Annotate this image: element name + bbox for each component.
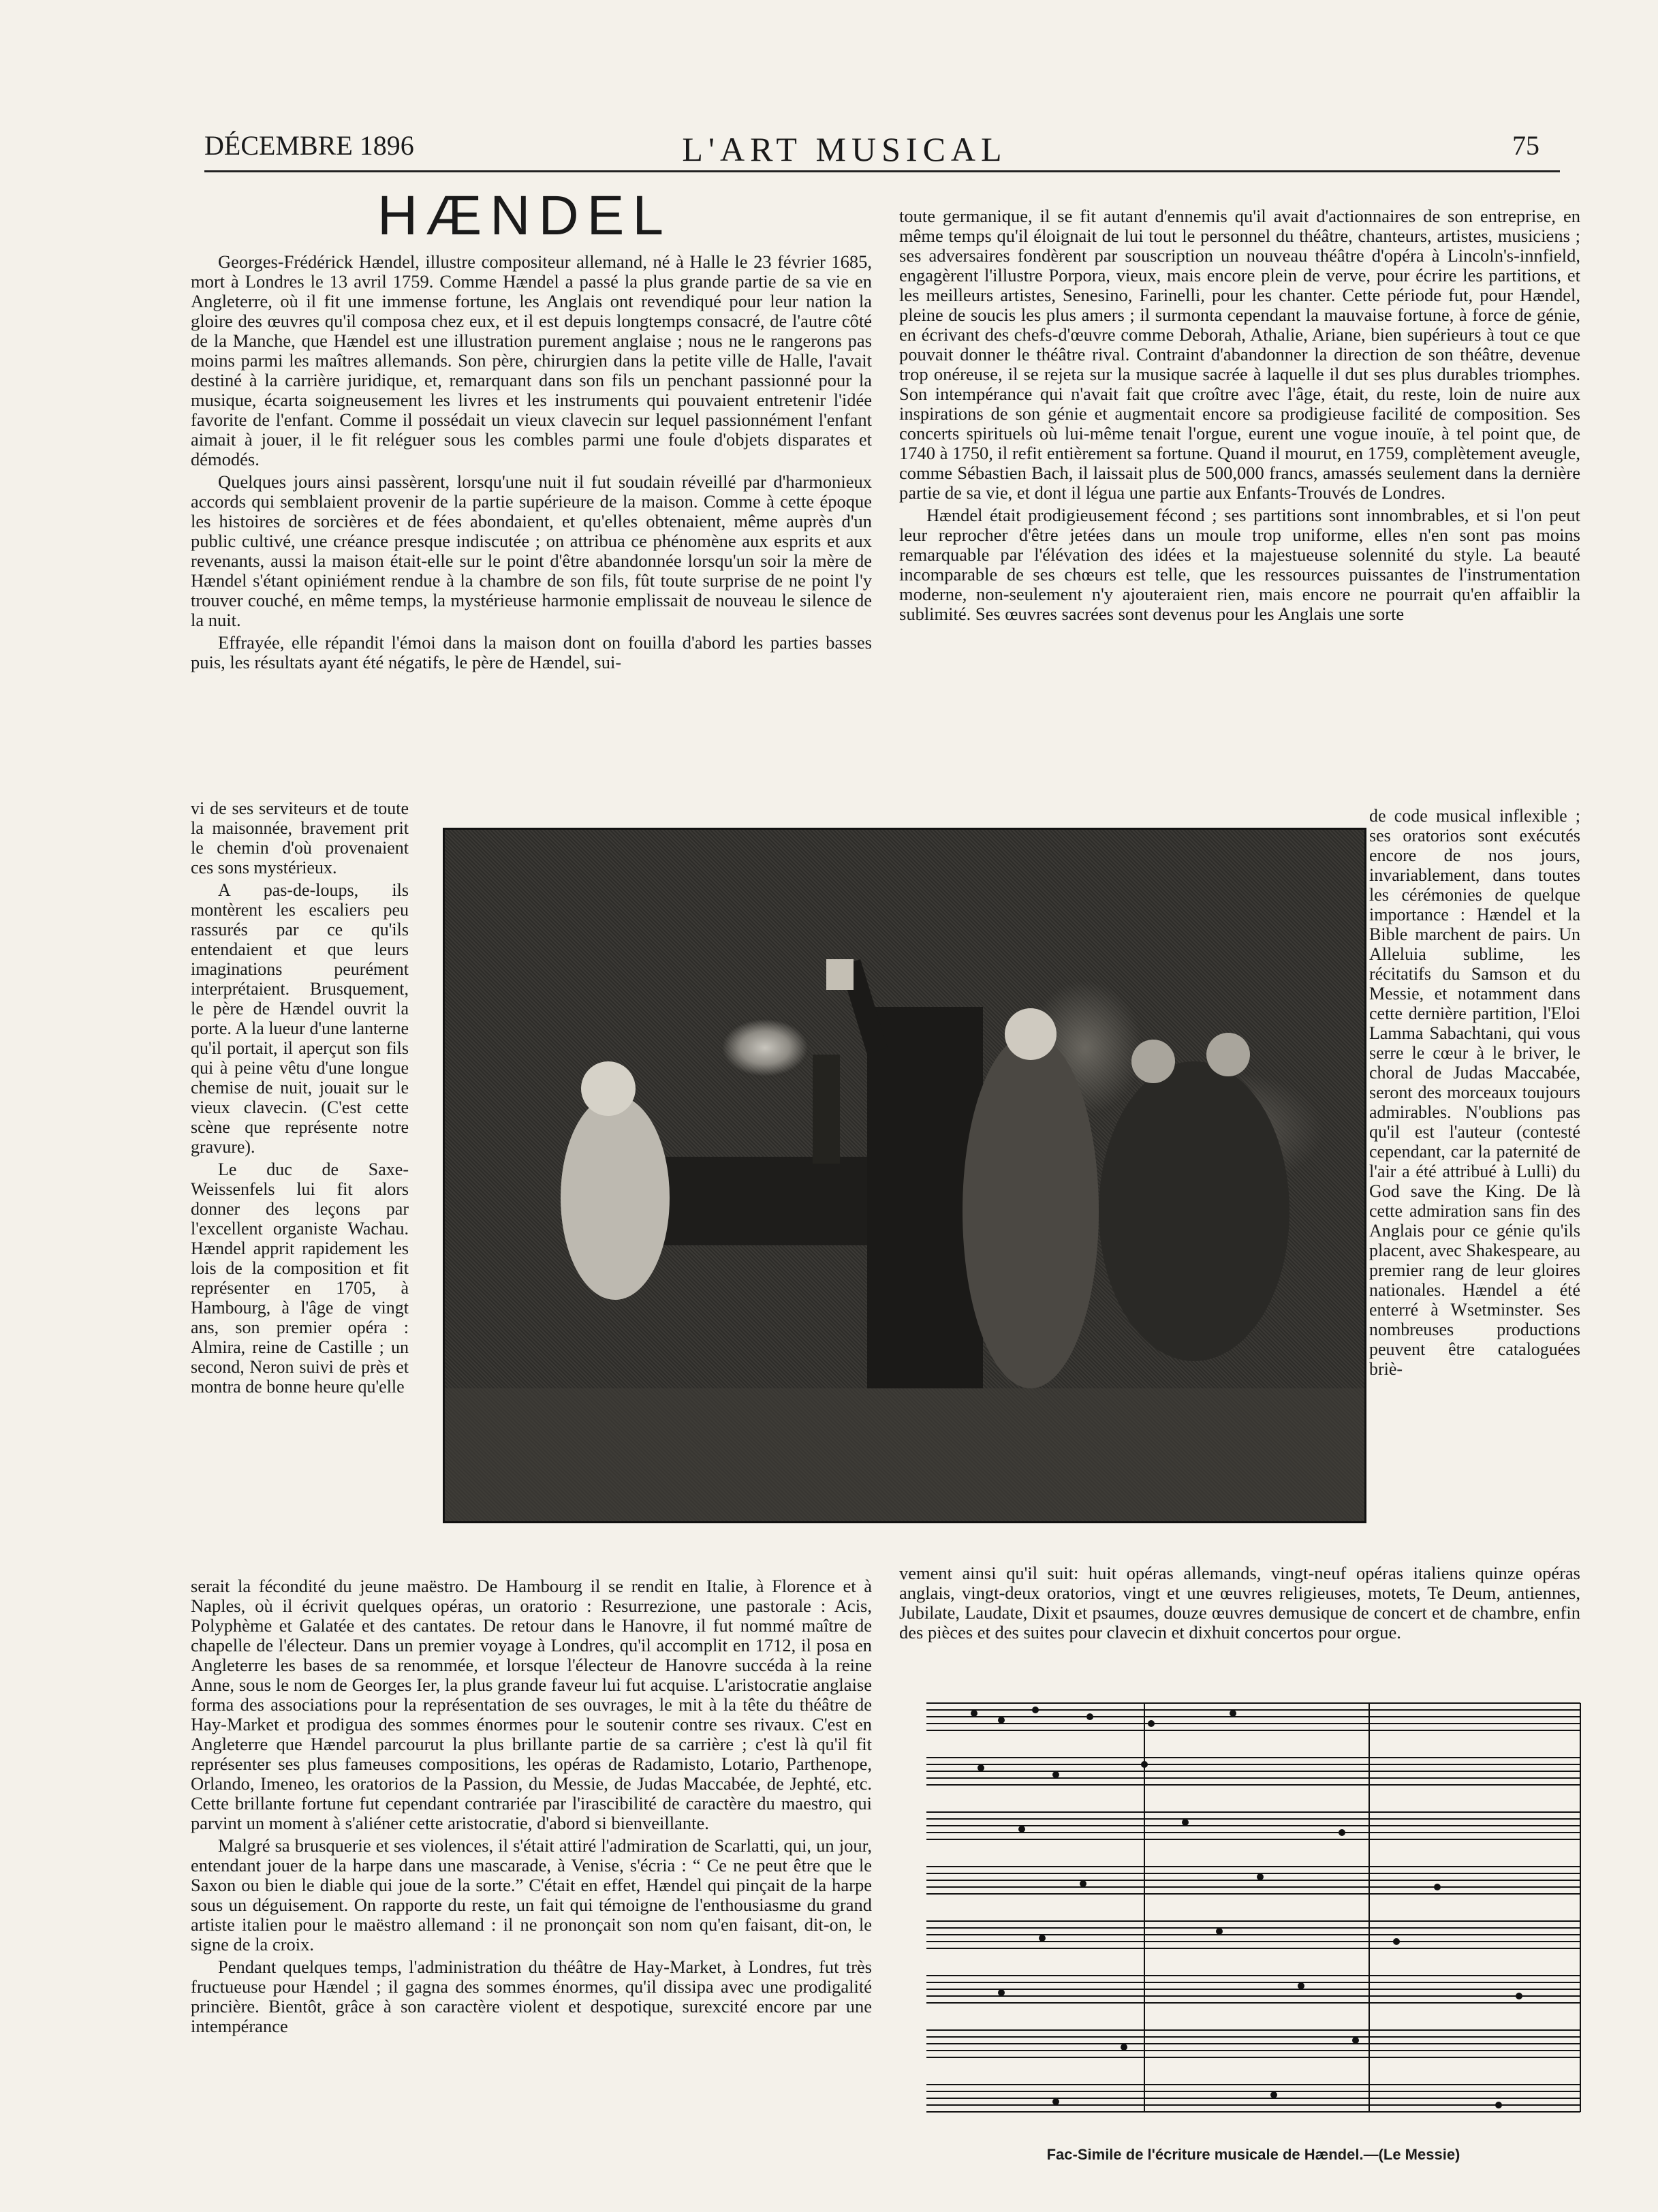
right-column-narrow xyxy=(1369,806,1580,1563)
lantern xyxy=(826,959,854,990)
paragraph: Quelques jours ainsi passèrent, lorsqu'une nuit il fut soudain réveillé par d'harmonieux accords qui semblaient provenir de la partie supérieure de la maison. Comme à cette époque les histoires de sorcières et de fées abondaient, et qu'elles obtenaient, même auprès d'un public cultivé, une créance presque indiscutée ; on attribua ce phénomène aux esprits et aux revenants, aussi la maison était-elle sur le point d'être abandonnée lorsqu'un soir la mère de Hændel s'étant opiniément rendue à la chambre de son fils, fût toute surprise de ne point l'y trouver couché, en même temps, la mystérieuse harmonie emplissait de nouveau le silence de la nuit. xyxy=(191,471,872,630)
mother-head xyxy=(1005,1008,1057,1060)
left-column-top xyxy=(191,252,872,798)
paragraph: de code musical inflexible ; ses oratorios sont exécutés encore de nos jours, invariablement, dans toutes les cérémonies de quelque importance : Hændel et la Bible marchent de pairs. Un Alleluia sublime, les récitatifs du Samson et du Messie, et notamment dans cette dernière partition, l'Eloi Lamma Sabachtani, qui vous serre le cœur à le briver, le choral de Judas Maccabée, seront des morceaux toujours admirables. N'oublions pas qu'il est l'auteur (contesté cependant, car la paternité de l'air a été attribué à Lulli) du God save the King. De là cette admiration sans fin des Anglais pour ce génie qu'ils placent, avec Shakespeare, au premier rang de leur gloires nationales. Hændel a été enterré à Wsetminster. Ses nombreuses productions peuvent être cataloguées briè- xyxy=(1369,806,1580,1379)
child-head xyxy=(581,1061,636,1116)
mother-figure xyxy=(963,1034,1099,1388)
paragraph: A pas-de-loups, ils montèrent les escaliers peu rassurés par ce qu'ils entendaient et que leurs imaginations peurément interprétaient. Brusquement, le père de Hændel ouvrit la porte. A la lueur d'une lanterne qu'il portait, il aperçut son fils qui à peine vêtu d'une longue chemise de nuit, jouait sur le vieux clavecin. (C'est cette scène que représente notre gravure). xyxy=(191,880,409,1157)
right-column-bottom xyxy=(899,1563,1580,1693)
score-facsimile xyxy=(920,1689,1587,2139)
child-figure xyxy=(561,1095,670,1300)
paragraph: Pendant quelques temps, l'administration du théâtre de Hay-Market, à Londres, fut très fructueuse pour Hændel ; il gagna des sommes énormes, qu'il dissipa avec une prodigalité princière. Bientôt, grâce à son caractère violent et despotique, surexcité encore par une intempérance xyxy=(191,1957,872,2036)
engraving-scene xyxy=(445,830,1364,1521)
servant-head xyxy=(1206,1033,1250,1076)
paragraph: toute germanique, il se fit autant d'ennemis qu'il avait d'actionnaires de son entreprise, en même temps qu'il éloignait de lui tout le personnel du théâtre, chanteurs, artistes, musiciens ; ses adversaires fondèrent par souscription un nouveau théâtre d'opéra à Lincoln's-innfield, engagèrent l'illustre Porpora, vieux, mais encore plein de verve, pour écrire les partitions, et les meilleurs artistes, Senesino, Farinelli, pour les chanter. Cette période fut, pour Hændel, pleine de soucis les plus amers ; il surmonta cependant la mauvaise fortune, à force de génie, en écrivant des chefs-d'œuvre comme Deborah, Athalie, Ariane, bien supérieurs à tout ce que pouvait donner le théâtre rival. Contraint d'abandonner la direction de son théâtre, devenue trop onéreuse, il se rejeta sur la musique sacrée à laquelle il dut ses plus durables triomphes. Son intempérance qui n'avait fait que croître avec l'âge, était, du reste, loin de nuire aux inspirations de son génie et augmentait encore sa prodigieuse facilité de composition. Ses concerts spirituels où lui-même tenait l'orgue, eurent une vogue inouïe, à tel point que, de 1740 à 1750, il refit entièrement sa fortune. Quand il mourut, en 1759, complètement aveugle, comme Sébastien Bach, il laissait plus de 500,000 francs, amassés seulement dans la dernière partie de sa vie, et dont il légua une partie aux Enfants-Trouvés de Londres. xyxy=(899,206,1580,503)
paragraph: Hændel était prodigieusement fécond ; ses partitions sont innombrables, et si l'on peut leur reprocher d'être jetées dans un moule trop uniforme, elles n'en sont pas moins remarquable par l'élévation des idées et la majestueuse solennité du style. La beauté incomparable de ses chœurs est telle, que les ressources puissantes de l'instrumentation moderne, non-seulement n'y ajouteraient rien, mais encore ne pourrait qu'en affaiblir la sublimité. Ses œuvres sacrées sont devenus pour les Anglais une sorte xyxy=(899,505,1580,624)
header-date: DÉCEMBRE 1896 xyxy=(204,130,414,161)
paragraph: Georges-Frédérick Hændel, illustre compositeur allemand, né à Halle le 23 février 1685, mort à Londres le 13 avril 1759. Comme Hændel a passé la plus grande partie de sa vie en Angleterre, où il fit une immense fortune, les Anglais ont revendiqué pour leur nation la gloire des œuvres qu'il composa chez eux, et il est depuis longtemps consacré, de l'autre côté de la Manche, que Hændel est une illustration purement anglaise ; nous ne le rangerons pas moins parmi les maîtres allemands. Son père, chirurgien dans la petite ville de Halle, l'avait destiné à la carrière juridique, et, remarquant dans son fils un penchant passionné pour la musique, écarta soigneusement les livres et les instruments qui pouvaient entretenir l'idée favorite de l'enfant. Comme il possédait un vieux clavecin sur lequel passionnément l'enfant aimait à jouer, il le fit reléguer sous les combles parmi une foule d'objets disparates et démodés. xyxy=(191,252,872,469)
right-column-top xyxy=(899,206,1580,806)
left-column-narrow xyxy=(191,798,409,1576)
music-notes xyxy=(971,1707,1522,2108)
music-staves xyxy=(920,1689,1587,2139)
paragraph: vi de ses serviteurs et de toute la maisonnée, bravement prit le chemin d'où provenaient ces sons mystérieux. xyxy=(191,798,409,877)
servants-group xyxy=(1099,1061,1289,1361)
page-number: 75 xyxy=(1512,130,1539,161)
harpsichord-lid xyxy=(813,1055,840,1164)
article-title: HÆNDEL xyxy=(377,185,672,247)
paragraph: serait la fécondité du jeune maëstro. De Hambourg il se rendit en Italie, à Florence et à Naples, où il écrivit quelques opéras, un oratorio : Resurrezione, une pastorale : Acis, Polyphème et Galatée et des cantates. De retour dans le Hanovre, il fut nommé maître de chapelle de l'électeur. Dans un premier voyage à Londres, qu'il accomplit en 1712, il posa en Angleterre les bases de sa renommée, et lorsque l'électeur de Hanovre succéda à la reine Anne, sous le nom de Georges Ier, la plus grande faveur lui fut acquise. L'aristocratie anglaise forma des associations pour la représentation de ses ouvrages, le mit à la tête du théâtre de Hay-Market et prodigua des sommes énormes pour le soutenir contre ses rivaux. C'est en Angleterre que Hændel parcourut la plus brillante partie de sa carrière ; c'est là qu'il fit représenter ses plus fameuses compositions, les opéras de Radamisto, Lotario, Parthenope, Orlando, Imeneo, les oratorios de la Passion, du Messie, de Judas Maccabée, de Jephté, etc. Cette brillante fortune fut cependant contrariée par l'irascibilité de caractère du maestro, qui parvint un moment à s'aliéner cette aristocratie, d'abord si bienveillante. xyxy=(191,1576,872,1833)
servant-head xyxy=(1131,1040,1175,1083)
paragraph: Malgré sa brusquerie et ses violences, il s'était attiré l'admiration de Scarlatti, qui, un jour, entendant jouer de la harpe dans une mascarade, à Venise, s'écria : “ Ce ne peut être que le Saxon ou bien le diable qui joue de la sorte.” C'était en effet, Hændel qui pinçait de la harpe sous un déguisement. On rapporte du reste, un fait qui témoigne de l'enthousiasme du grand artiste italien pour le maëstro allemand : il ne prononçait son nom qu'en faisant, dit-on, le signe de la croix. xyxy=(191,1835,872,1954)
header-rule xyxy=(204,170,1560,172)
paragraph: Le duc de Saxe-Weissenfels lui fit alors donner des leçons par l'excellent organiste Wachau. Hændel apprit rapidement les lois de la composition et fit représenter en 1705, à Hambourg, à l'âge de vingt ans, son premier opéra : Almira, reine de Castille ; un second, Neron suivi de près et montra de bonne heure qu'elle xyxy=(191,1159,409,1397)
harpsichord xyxy=(636,1157,881,1245)
staff-lines xyxy=(926,1703,1580,2112)
paragraph: Effrayée, elle répandit l'émoi dans la maison dont on fouilla d'abord les parties basses puis, les résultats ayant été négatifs, le père de Hændel, sui- xyxy=(191,632,872,672)
floor xyxy=(445,1388,1364,1521)
paragraph: vement ainsi qu'il suit: huit opéras allemands, vingt-neuf opéras italiens quinze opéras anglais, vingt-deux oratorios, vingt et une œuvres religieuses, motets, Te Deum, antiennes, Jubilate, Laudate, Dixit et psaumes, douze œuvres demusique de concert et de chambre, enfin des pièces et des suites pour clavecin et dixhuit concertos pour orgue. xyxy=(899,1563,1580,1642)
journal-title: L'ART MUSICAL xyxy=(682,130,1007,168)
engraving-illustration xyxy=(443,828,1366,1523)
score-caption: Fac-Simile de l'écriture musicale de Hændel.—(Le Messie) xyxy=(1046,2146,1460,2163)
left-column-bottom xyxy=(191,1576,872,2166)
